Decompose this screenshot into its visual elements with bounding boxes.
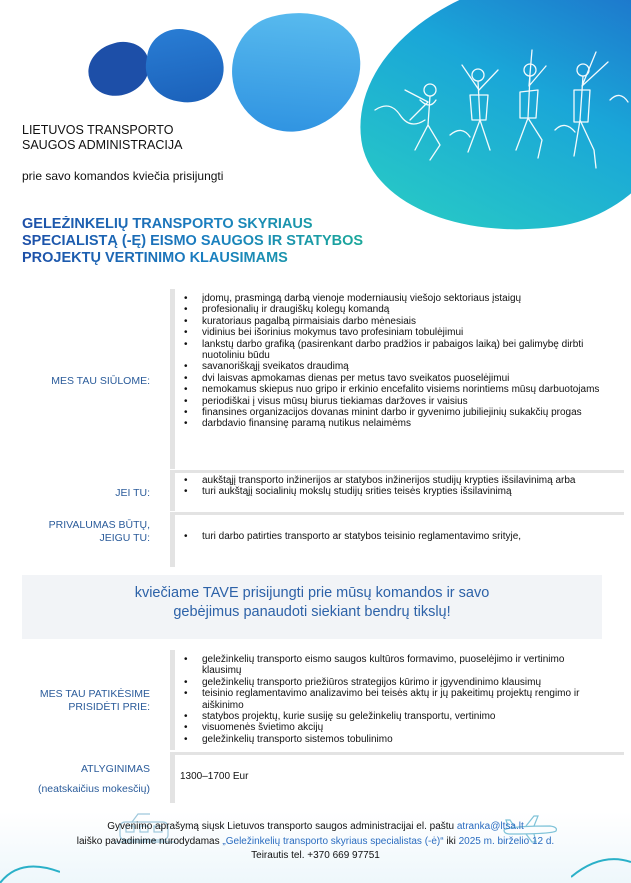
requirements-list: [180, 475, 602, 498]
duties-list: [180, 654, 602, 745]
list-item: • nemokamus skiepus nuo gripo ir erkinio encefalito visiems norintiems mūsų darbuotojams: [202, 384, 602, 395]
footer-line2-text: laiško pavadinime nurodydamas: [76, 836, 223, 847]
deadline: 2025 m. birželio 12 d.: [458, 836, 555, 847]
duties-label: [22, 688, 150, 714]
list-item: • teisinio reglamentavimo analizavimo bei teisės aktų ir jų pakeitimų projektų rengimo ir aiškinimo: [202, 688, 602, 711]
salary-label: ATLYGINIMAS: [80, 763, 150, 775]
list-item: • aukštąjį transporto inžinerijos ar statybos inžinerijos studijų krypties išsilavinimą arba: [202, 475, 602, 486]
list-item: • savanoriškąjį sveikatos draudimą: [202, 361, 602, 372]
requirements-label: JEI TU:: [115, 487, 150, 499]
invitation-text: prie savo komandos kviečia prisijungti: [22, 169, 224, 183]
list-item: • kuratoriaus pagalbą pirmaisiais darbo mėnesiais: [202, 316, 602, 327]
footer-line2-connector: iki: [443, 836, 459, 847]
duties-label-line2: PRISIDĖTI PRIE:: [68, 701, 150, 713]
advantage-label: [22, 519, 150, 545]
job-title-line2: SPECIALISTĄ (-Ę) EISMO SAUGOS IR STATYBOS: [22, 233, 364, 249]
list-item: • įdomų, prasmingą darbą vienoje moderniausių viešojo sektoriaus įstaigų: [202, 293, 602, 304]
section-divider-vertical: [170, 650, 175, 750]
contact-phone: Teirautis tel. +370 669 97751: [251, 850, 380, 861]
organization-name-line2: SAUGOS ADMINISTRACIJA: [22, 138, 183, 152]
section-divider-vertical: [170, 289, 175, 469]
section-divider-vertical: [170, 755, 175, 803]
list-item: • statybos projektų, kurie susiję su geležinkelių transportu, vertinimo: [202, 711, 602, 722]
section-divider-vertical: [170, 515, 175, 567]
organization-name: [22, 123, 182, 153]
footer-line2: [0, 836, 631, 848]
list-item: • lankstų darbo grafiką (pasirenkant darbo pradžios ir pabaigos laiką) bei galimybę dirbti nuotoliniu būdu: [202, 339, 602, 362]
email-link[interactable]: atranka@ltsa.lt: [456, 821, 524, 832]
list-item: • finansines organizacijos dovanas minint darbo ir gyvenimo jubiliejinių sukakčių progas: [202, 407, 602, 418]
email-subject: „Geležinkelių transporto skyriaus specialistas (-ė)“: [222, 836, 444, 847]
list-item: • visuomenės švietimo akcijų: [202, 722, 602, 733]
duties-label-line1: MES TAU PATIKĖSIME: [39, 688, 150, 700]
list-item: • geležinkelių transporto priežiūros strategijos kūrimo ir įgyvendinimo klausimų: [202, 677, 602, 688]
list-item: • turi aukštąjį socialinių mokslų studijų srities teisės krypties išsilavinimą: [202, 486, 602, 497]
callout-text: [22, 584, 602, 622]
duties-section: [22, 650, 602, 750]
list-item: • geležinkelių transporto eismo saugos kultūros formavimo, puoselėjimo ir vertinimo klausimų: [202, 654, 602, 677]
callout-line1: kviečiame TAVE prisijungti prie mūsų komandos ir savo: [134, 585, 490, 601]
list-item: • turi darbo patirties transporto ar statybos teisinio reglamentavimo srityje,: [202, 531, 602, 542]
requirements-section: [22, 473, 602, 511]
list-item: • darbdavio finansinę paramą nutikus nelaimėms: [202, 418, 602, 429]
list-item: • profesionalių ir draugiškų kolegų komandą: [202, 304, 602, 315]
header-graphic-blob-light: [219, 0, 375, 145]
list-item: • dvi laisvas apmokamas dienas per metus tavo sveikatos puoselėjimui: [202, 373, 602, 384]
advantage-section: [22, 515, 602, 567]
salary-section: [22, 755, 602, 803]
footer-line1: [0, 821, 631, 833]
salary-note: (neatskaičius mokesčių): [37, 783, 150, 795]
footer-line1-text: Gyvenimo aprašymą siųsk Lietuvos transporto saugos administracijai el. paštu: [107, 821, 457, 832]
list-item: • geležinkelių transporto sistemos tobulinimo: [202, 734, 602, 745]
salary-value: 1300–1700 Eur: [180, 771, 249, 782]
header-graphic-blob-mid: [140, 24, 229, 108]
offer-section: [22, 289, 602, 469]
job-title: [22, 216, 363, 267]
offer-label: MES TAU SIŪLOME:: [51, 375, 150, 387]
organization-name-line1: LIETUVOS TRANSPORTO: [22, 123, 174, 137]
section-divider-vertical: [170, 473, 175, 511]
list-item: • vidinius bei išorinius mokymus tavo profesiniam tobulėjimui: [202, 327, 602, 338]
advantage-list: [180, 531, 602, 542]
callout-line2: gebėjimus panaudoti siekiant bendrų tikslų!: [173, 604, 451, 620]
job-title-line3: PROJEKTŲ VERTINIMO KLAUSIMAMS: [22, 250, 288, 266]
job-title-line1: GELEŽINKELIŲ TRANSPORTO SKYRIAUS: [22, 216, 313, 232]
footer: [0, 812, 631, 883]
advantage-label-line1: PRIVALUMAS BŪTŲ,: [48, 519, 150, 531]
offer-list: [180, 293, 602, 430]
advantage-label-line2: JEIGU TU:: [99, 532, 150, 544]
list-item: • periodiškai į visus mūsų biurus tiekiamas daržoves ir vaisius: [202, 396, 602, 407]
callout-band: [22, 575, 602, 639]
jumping-people-illustration: [370, 40, 631, 200]
